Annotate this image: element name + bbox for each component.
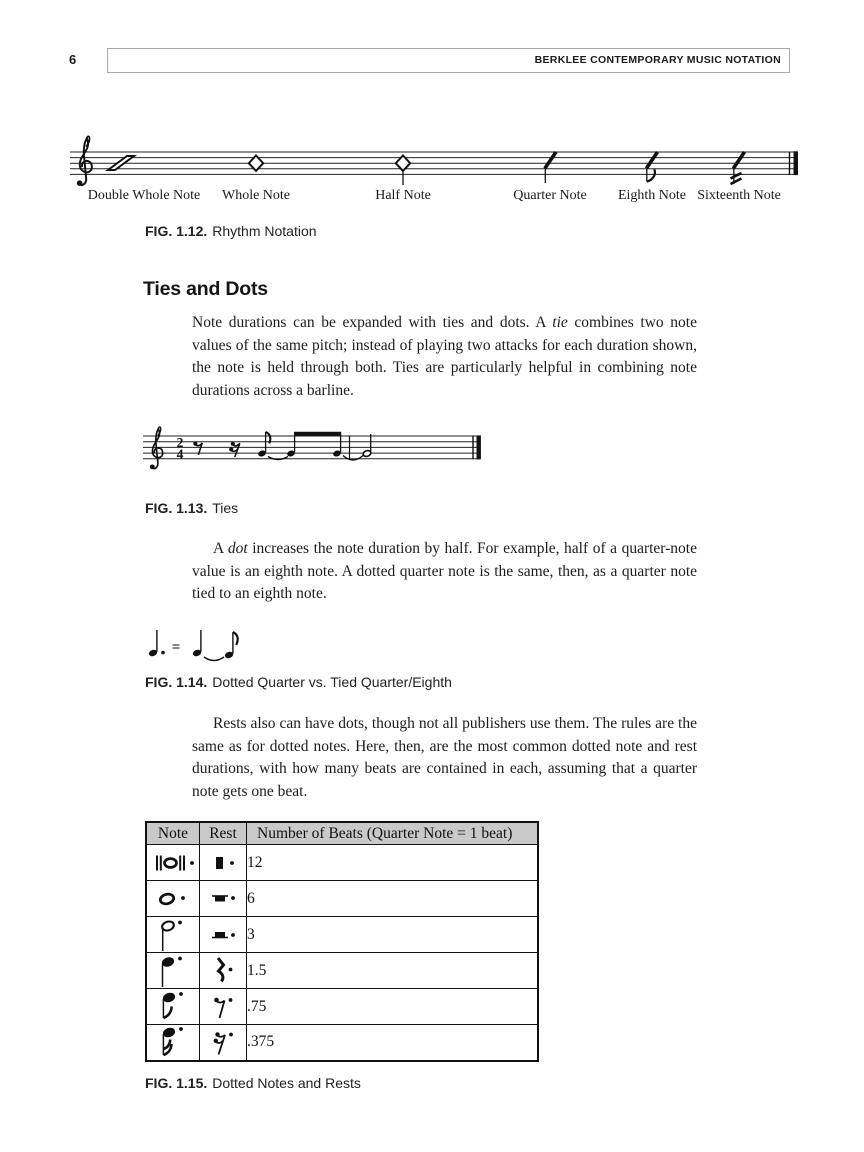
note-label-eighth: Eighth Note: [617, 188, 687, 203]
svg-text:2: 2: [176, 434, 184, 450]
fig-1-15-caption: [145, 1075, 361, 1091]
dotted-sixteenth-rest-icon: [208, 1027, 238, 1057]
fig-1-14-caption-text: Dotted Quarter vs. Tied Quarter/Eighth: [212, 674, 452, 690]
dotted-quarter-note: [148, 630, 165, 657]
equals-sign: =: [171, 639, 181, 656]
fig-1-12-caption-label: FIG. 1.12.: [145, 223, 208, 239]
section-heading: Ties and Dots: [143, 278, 268, 300]
dotted-whole-note-icon: [153, 889, 193, 909]
staff-lines: [70, 152, 796, 174]
running-header-title: BERKLEE CONTEMPORARY MUSIC NOTATION: [534, 54, 781, 66]
eighth-note: [224, 632, 238, 659]
staff-lines: [143, 436, 480, 462]
note-label-double-whole: Double Whole Note: [87, 188, 201, 203]
beats-value: 6: [247, 881, 539, 917]
note-label-quarter: Quarter Note: [513, 188, 587, 203]
dotted-half-rest-icon: [207, 925, 239, 945]
tie-curve: [204, 657, 224, 661]
beats-value: .75: [247, 989, 539, 1025]
tie-across-barline: [343, 456, 363, 461]
table-row: [146, 917, 538, 953]
fig-1-14-caption-label: FIG. 1.14.: [145, 674, 208, 690]
paragraph-rest-dots: Rests also can have dots, though not all publishers use them. The rules are the same as for dotted notes. Here, then, are the most common dotted note and rest durations, with how many beats are contained in each, assuming that a quarter note gets one beat.: [192, 715, 697, 800]
sixteenth-note-slash: [731, 152, 745, 184]
fig-1-13-caption: [145, 500, 238, 516]
col-header-beats: Number of Beats (Quarter Note = 1 beat): [247, 822, 539, 845]
table-row: [146, 953, 538, 989]
dotted-double-whole-note-icon: [150, 853, 196, 873]
dotted-quarter-note-icon: [153, 954, 193, 988]
beats-value: 1.5: [247, 953, 539, 989]
col-header-rest: Rest: [200, 822, 247, 845]
time-signature: [177, 435, 184, 462]
svg-text:4: 4: [176, 446, 184, 462]
table-row: [146, 1025, 538, 1061]
running-header-box: [107, 48, 790, 73]
fig-1-12-caption-text: Rhythm Notation: [212, 223, 317, 239]
col-header-note: Note: [146, 822, 200, 845]
fig-1-13-caption-text: Ties: [212, 500, 239, 516]
dotted-values-table: [145, 821, 539, 1062]
dotted-whole-rest-icon: [207, 889, 239, 909]
fig-1-15-caption-text: Dotted Notes and Rests: [212, 1075, 361, 1091]
beats-value: 12: [247, 845, 539, 881]
fig-1-12-caption: [145, 223, 317, 239]
quarter-note-slash: [545, 152, 556, 183]
quarter-note: [192, 630, 202, 657]
fig-1-15-caption-label: FIG. 1.15.: [145, 1075, 208, 1091]
dotted-eighth-note-icon: [153, 990, 193, 1024]
note-label-sixteenth: Sixteenth Note: [697, 188, 781, 203]
dotted-eighth-rest-icon: [208, 992, 238, 1022]
beats-value: .375: [247, 1025, 539, 1061]
dotted-sixteenth-note-icon: [153, 1025, 193, 1059]
beam: [294, 432, 341, 436]
treble-clef-icon: [77, 136, 92, 186]
eighth-note-slash: [646, 152, 657, 182]
treble-clef-icon: [150, 427, 163, 469]
dotted-quarter-rest-icon: [208, 956, 238, 986]
table-row: [146, 845, 538, 881]
dotted-half-note-icon: [153, 918, 193, 952]
half-note-slash: [396, 156, 410, 186]
ties-staff-figure: [143, 424, 483, 476]
beats-value: 3: [247, 917, 539, 953]
rhythm-notation-staff-figure: [70, 128, 802, 190]
sixteenth-rest-icon: [229, 442, 240, 457]
dotted-double-whole-rest-icon: [207, 853, 239, 873]
table-row: [146, 881, 538, 917]
table-row: [146, 989, 538, 1025]
table-header-row: [146, 822, 538, 845]
fig-1-13-caption-label: FIG. 1.13.: [145, 500, 208, 516]
half-note: [362, 434, 371, 457]
dotted-quarter-equation-figure: [145, 624, 249, 668]
paragraph-ties: Note durations can be expanded with ties and dots. A tie combines two note values of the same pitch; instead of playing two attacks for each duration shown, the note is held through both. Ties are particularly helpful in combining note durations across a barline.: [192, 314, 697, 399]
note-label-whole: Whole Note: [221, 188, 291, 203]
page-number: 6: [69, 52, 77, 67]
paragraph-dots: A dot increases the note duration by half. For example, half of a quarter-note value is an eighth note. A dotted quarter note is the same, then, as a quarter note tied to an eighth note.: [192, 540, 697, 603]
fig-1-14-caption: [145, 674, 452, 690]
note-label-half: Half Note: [375, 188, 431, 203]
